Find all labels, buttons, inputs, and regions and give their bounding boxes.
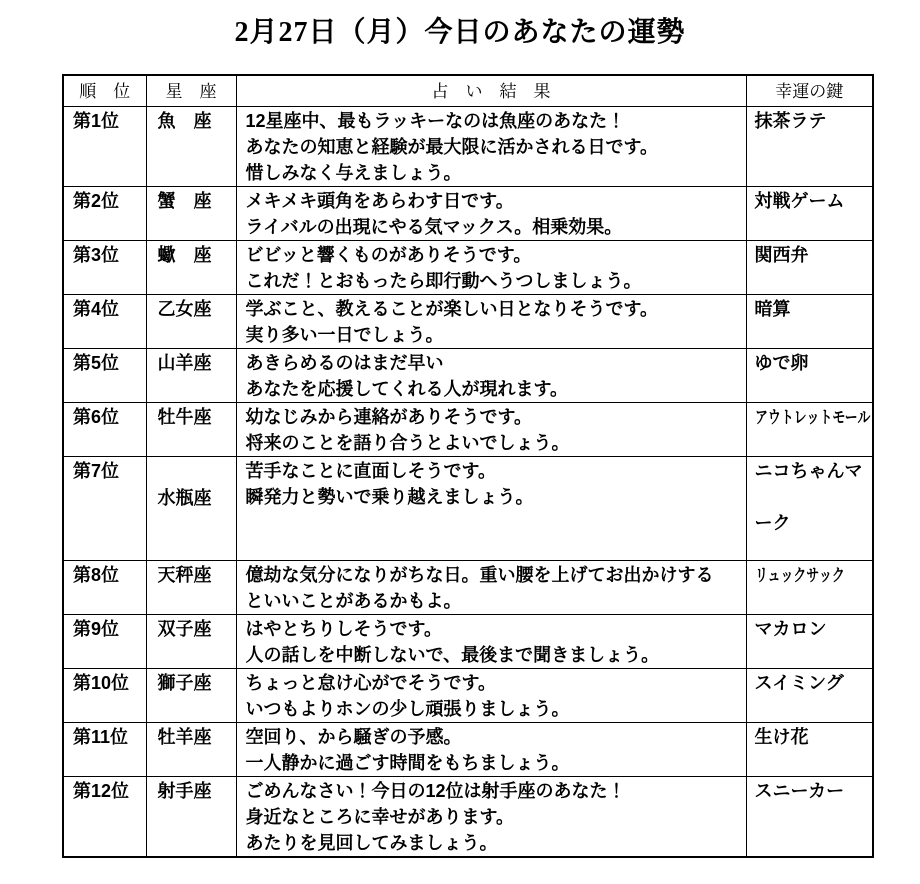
table-row [63,241,873,295]
lucky-key-text: 生け花 [754,727,809,747]
page-title: 2月27日（月）今日のあなたの運勢 [234,17,686,48]
fortune-line: あなたの知恵と経験が最大限に活かされる日です。 [245,137,659,157]
rank-cell: 第9位 [63,615,146,669]
fortune-result-cell [236,561,746,615]
lucky-key-text: マカロン [754,619,827,639]
lucky-key-line [755,242,871,268]
lucky-key-cell [746,561,873,615]
lucky-key-cell [746,349,873,403]
lucky-key-text: アウトレットモール [754,408,870,427]
lucky-key-line [755,188,871,214]
lucky-key-line [755,296,871,322]
sign-cell: 獅子座 [146,669,236,723]
fortune-line: いつもよりホンの少し頑張りましょう。 [245,699,570,719]
table-row [63,561,873,615]
fortune-line: はやとちりしそうです。 [245,619,443,639]
fortune-line: ちょっと怠け心がでそうです。 [245,673,497,693]
lucky-key-text: ーク [754,513,791,533]
lucky-key-cell [746,723,873,777]
header-sign: 星 座 [146,75,236,107]
lucky-key-line [755,670,871,696]
sign-cell: 射手座 [146,777,236,858]
rank-cell: 第3位 [63,241,146,295]
fortune-line: 人の話しを中断しないで、最後まで聞きましょう。 [245,645,660,665]
lucky-key-cell [746,457,873,561]
sign-cell: 双子座 [146,615,236,669]
fortune-line: 惜しみなく与えましょう。 [245,163,462,183]
rank-cell: 第4位 [63,295,146,349]
fortune-line: 空回り、から騒ぎの予感。 [245,727,462,747]
fortune-line: 億劫な気分になりがちな日。重い腰を上げてお出かけする [245,565,714,585]
rank-cell: 第8位 [63,561,146,615]
fortune-line: メキメキ頭角をあらわす日です。 [245,191,514,211]
table-row [63,615,873,669]
table-row [63,187,873,241]
lucky-key-text: 暗算 [754,299,791,319]
rank-cell: 第12位 [63,777,146,858]
fortune-result-cell [236,777,746,858]
fortune-line: 一人静かに過ごす時間をもちましょう。 [245,753,570,773]
lucky-key-cell [746,777,873,858]
fortune-result-cell [236,457,746,561]
lucky-key-line [755,510,871,536]
lucky-key-cell [746,669,873,723]
lucky-key-line [755,458,871,484]
table-row [63,669,873,723]
rank-cell: 第1位 [63,107,146,187]
fortune-result-cell [236,723,746,777]
sign-cell: 蟹 座 [146,187,236,241]
lucky-key-cell [746,295,873,349]
lucky-key-line [755,724,871,750]
table-row [63,457,873,561]
lucky-key-text: スイミング [754,673,844,693]
fortune-result-cell [236,403,746,457]
header-rank: 順 位 [63,75,146,107]
fortune-line: 苦手なことに直面しそうです。 [245,461,497,481]
sign-cell: 牡羊座 [146,723,236,777]
sign-cell: 天秤座 [146,561,236,615]
fortune-table-header [63,75,873,107]
lucky-key-line [755,562,871,589]
lucky-key-text: 対戦ゲーム [754,191,845,211]
table-row [63,777,873,858]
lucky-key-line [755,778,871,804]
sign-cell: 魚 座 [146,107,236,187]
lucky-key-cell [746,615,873,669]
fortune-line: ビビッと響くものがありそうです。 [245,245,532,265]
rank-cell: 第6位 [63,403,146,457]
fortune-result-cell [236,349,746,403]
table-row [63,723,873,777]
lucky-key-line [755,404,871,431]
sign-cell: 乙女座 [146,295,236,349]
lucky-key-cell [746,241,873,295]
fortune-line: あきらめるのはまだ早い [245,353,444,373]
lucky-key-text: リュックサック [754,566,845,585]
sign-cell: 山羊座 [146,349,236,403]
fortune-line: これだ！とおもったら即行動へうつしましょう。 [245,271,642,291]
rank-cell: 第10位 [63,669,146,723]
fortune-line: といいことがあるかもよ。 [245,591,462,611]
fortune-line: あたりを見回してみましょう。 [245,833,498,853]
header-lucky-key: 幸運の鍵 [746,75,873,107]
rank-cell: 第7位 [63,457,146,561]
fortune-result-cell [236,295,746,349]
fortune-line: あなたを応援してくれる人が現れます。 [245,379,569,399]
table-row [63,295,873,349]
sign-cell: 水瓶座 [146,457,236,561]
fortune-line: 学ぶこと、教えることが楽しい日となりそうです。 [245,299,659,319]
lucky-key-cell [746,107,873,187]
header-result: 占 い 結 果 [236,75,746,107]
rank-cell: 第5位 [63,349,146,403]
table-row [63,403,873,457]
fortune-line: 身近なところに幸せがあります。 [245,807,515,827]
fortune-result-cell [236,241,746,295]
fortune-line: 将来のことを語り合うとよいでしょう。 [245,433,570,453]
lucky-key-line [755,616,871,642]
fortune-line: ライバルの出現にやる気マックス。相乗効果。 [245,217,623,237]
table-row [63,107,873,187]
lucky-key-cell [746,187,873,241]
rank-cell: 第11位 [63,723,146,777]
lucky-key-cell [746,403,873,457]
lucky-key-line [755,350,871,376]
fortune-line: 瞬発力と勢いで乗り越えましょう。 [245,487,534,507]
fortune-line: ごめんなさい！今日の12位は射手座のあなた！ [245,781,626,801]
lucky-key-text: ゆで卵 [754,353,809,373]
fortune-result-cell [236,615,746,669]
lucky-key-text: スニーカー [754,781,845,801]
fortune-line: 実り多い一日でしょう。 [245,325,444,345]
fortune-line: 幼なじみから連絡がありそうです。 [245,407,533,427]
fortune-result-cell [236,669,746,723]
header-row [63,75,873,107]
fortune-line: 12星座中、最もラッキーなのは魚座のあなた！ [245,111,626,131]
fortune-table-body [63,107,873,858]
fortune-table [62,74,874,858]
fortune-result-cell [236,187,746,241]
lucky-key-text: 抹茶ラテ [754,111,827,131]
sign-cell: 牡牛座 [146,403,236,457]
sign-cell: 蠍 座 [146,241,236,295]
fortune-result-cell [236,107,746,187]
lucky-key-text: ニコちゃんマ [754,461,863,481]
lucky-key-text: 関西弁 [754,245,809,265]
lucky-key-line [755,108,871,134]
rank-cell: 第2位 [63,187,146,241]
table-row [63,349,873,403]
